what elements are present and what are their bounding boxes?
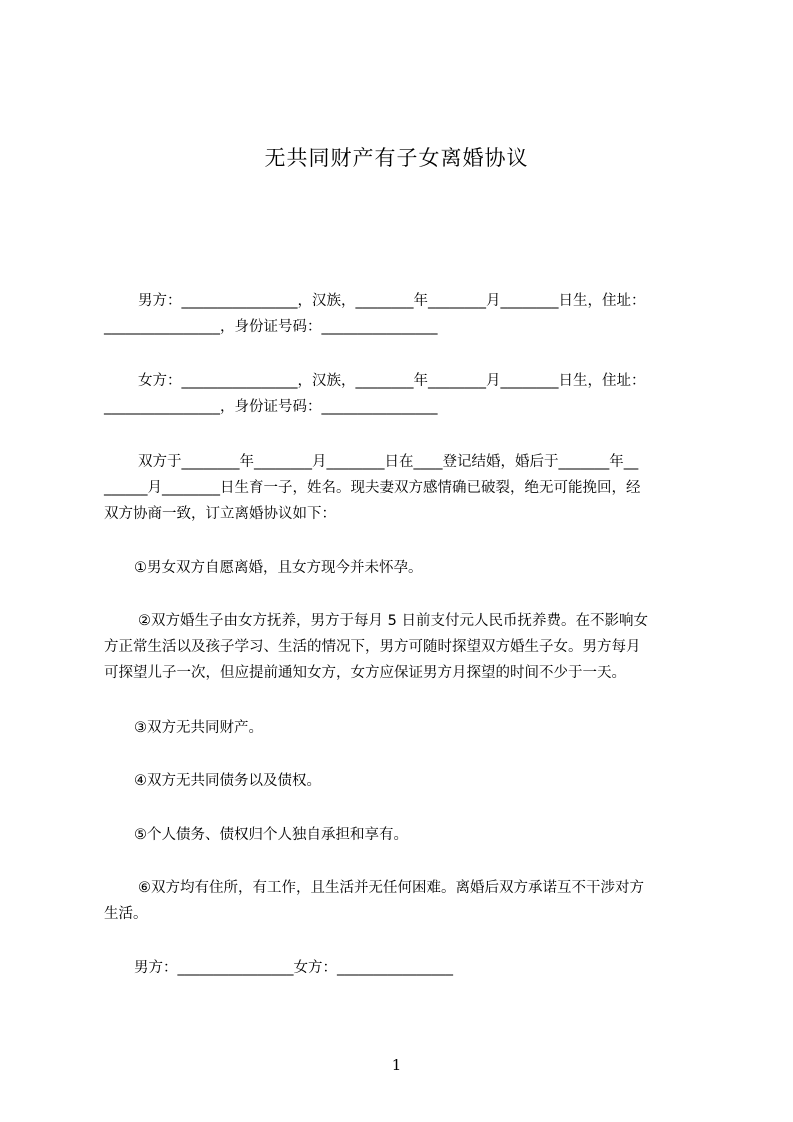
document-title: 无共同财产有子女离婚协议 (264, 146, 529, 170)
clause-3 (104, 715, 702, 741)
female-info-line-1: 女方：________________，汉族，________年________月________日生，住址： (138, 373, 646, 389)
clause-2 (104, 608, 702, 686)
clause-5 (104, 822, 702, 848)
male-info-line-2: ________________，身份证号码：________________ (104, 319, 438, 335)
clause-1 (104, 555, 702, 581)
signature-text: 男方：________________女方：________________ (134, 960, 453, 976)
signature-line (104, 955, 702, 981)
male-info-line-1: 男方：________________，汉族，________年________月________日生，住址： (138, 293, 646, 309)
clause-1-text: ①男女双方自愿离婚，且女方现今并未怀孕。 (134, 560, 423, 576)
page-number: 1 (391, 1056, 402, 1074)
clause-4-text: ④双方无共同债务以及债权。 (134, 773, 321, 789)
clause-2-line-3: 可探望儿子一次，但应提前通知女方，女方应保证男方月探望的时间不少于一天。 (104, 665, 626, 681)
clause-2-line-1: ②双方婚生子由女方抚养，男方于每月 5 日前支付元人民币抚养费。在不影响女 (138, 613, 648, 629)
clause-2-line-2: 方正常生活以及孩子学习、生活的情况下，男方可随时探望双方婚生子女。男方每月 (104, 639, 641, 655)
marriage-line-3: 双方协商一致，订立离婚协议如下： (104, 506, 336, 522)
male-info-paragraph (104, 288, 702, 340)
clause-6-line-1: ⑥双方均有住所，有工作，且生活并无任何困难。离婚后双方承诺互不干涉对方 (138, 880, 644, 896)
marriage-line-2: ______月________日生育一子，姓名。现夫妻双方感情确已破裂，绝无可能挽回，经 (104, 480, 641, 496)
female-info-line-2: ________________，身份证号码：________________ (104, 399, 438, 415)
clause-5-text: ⑤个人债务、债权归个人独自承担和享有。 (134, 827, 408, 843)
clause-6-line-2: 生活。 (104, 906, 148, 922)
marriage-paragraph (104, 449, 702, 527)
female-info-paragraph (104, 368, 702, 420)
clause-6 (104, 875, 702, 927)
marriage-line-1: 双方于________年________月________日在____登记结婚，婚后于_______年__ (138, 454, 639, 470)
clause-3-text: ③双方无共同财产。 (134, 720, 263, 736)
clause-4 (104, 768, 702, 794)
